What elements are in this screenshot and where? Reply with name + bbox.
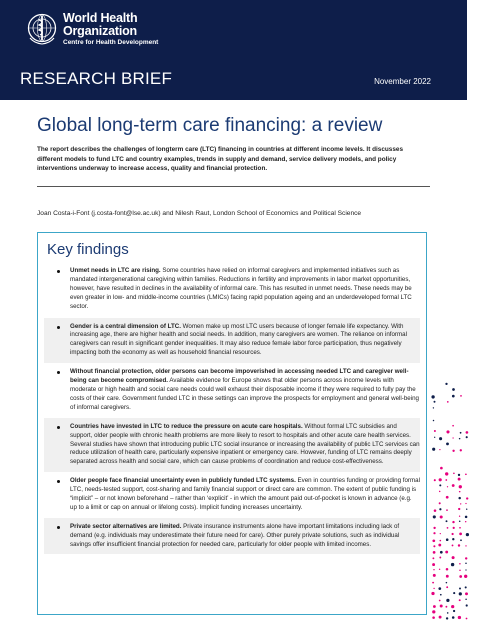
- list-item: [44, 472, 420, 518]
- decorative-dot: [466, 618, 468, 620]
- decorative-dot: [433, 574, 436, 577]
- decorative-dot: [458, 474, 460, 476]
- org-name: [63, 12, 137, 38]
- decorative-dot: [431, 592, 434, 595]
- list-item: [44, 418, 420, 473]
- decorative-dot: [439, 569, 440, 570]
- decorative-dot: [439, 491, 441, 493]
- decorative-dot: [466, 604, 468, 606]
- decorative-dot: [458, 616, 461, 619]
- decorative-dot: [434, 509, 437, 512]
- decorative-dot: [452, 425, 454, 427]
- decorative-dot: [459, 438, 461, 440]
- decorative-dot: [459, 527, 461, 529]
- decorative-dot: [434, 479, 436, 481]
- decorative-dot: [445, 606, 447, 608]
- decorative-dot: [464, 575, 467, 578]
- decorative-dot: [432, 539, 435, 542]
- decorative-dot: [459, 599, 461, 601]
- decorative-dot: [431, 395, 434, 398]
- decorative-dot: [433, 420, 435, 422]
- decorative-dot: [460, 539, 462, 541]
- decorative-dot: [447, 527, 449, 529]
- decorative-dot: [439, 484, 441, 486]
- org-name-line-1: World Health: [63, 11, 138, 25]
- decorative-dot: [433, 551, 436, 554]
- finding-text: Without formal LTC subsidies and support, older people with chronic health problems are more likely to resort to hospitals and other acute care health services. Several studies have shown that introducing public LTC social insurance or increasing the availability of public LTC services can reduce utilization of health care, particularly expensive inpatient or emergency care. However, funding of LTC remains deeply separated across health and social care, which can cause problems of coordination and reduce cost-effectiveness.: [70, 422, 420, 466]
- decorative-dot: [432, 610, 435, 613]
- decorative-dot: [446, 617, 448, 619]
- decorative-dot: [466, 509, 467, 510]
- decorative-dot: [459, 485, 462, 488]
- decorative-dot: [445, 383, 447, 385]
- decorative-dot: [432, 557, 434, 559]
- decorative-dot: [465, 599, 467, 601]
- decorative-dot: [434, 437, 435, 438]
- page-title: Global long-term care financing: a review: [37, 115, 383, 136]
- decorative-dot: [458, 497, 460, 499]
- decorative-dot: [433, 588, 434, 589]
- decorative-dot: [465, 473, 467, 475]
- decorative-dot: [465, 592, 468, 595]
- decorative-dot: [446, 496, 449, 499]
- decorative-dot: [439, 616, 442, 619]
- decorative-dot: [447, 401, 449, 403]
- list-item: [44, 518, 420, 554]
- decorative-dot: [439, 557, 441, 559]
- finding-lead: Unmet needs in LTC are rising.: [70, 267, 161, 274]
- decorative-dot: [459, 520, 461, 522]
- decorative-dot: [452, 395, 455, 398]
- header-banner: [0, 0, 467, 100]
- org-subtitle: Centre for Health Development: [63, 39, 159, 46]
- decorative-dot: [445, 472, 448, 475]
- finding-text: Even in countries funding or providing formal LTC, needs-tested support, cost-sharing and family financial support or direct care are common. The extent of public funding is “implicit” – or not known beforehand – rather than ‘explicit’ - in which the amount paid out-of-pocket is known in advance (e.g. up to a limit or cap on annual or lifelong costs). Implicit funding increases uncertainty.: [70, 477, 420, 511]
- decorative-dot: [460, 503, 461, 504]
- research-brief-label: RESEARCH BRIEF: [20, 69, 173, 88]
- decorative-dot: [465, 563, 467, 565]
- decorative-dot: [447, 612, 449, 614]
- decorative-dot: [440, 533, 441, 534]
- decorative-dot: [465, 586, 467, 588]
- key-findings-heading: Key findings: [47, 241, 129, 258]
- decorative-dot: [453, 472, 455, 474]
- decorative-dot: [459, 516, 460, 517]
- decorative-dot: [453, 610, 455, 612]
- decorative-dot: [452, 616, 455, 619]
- decorative-dot: [446, 599, 449, 602]
- bullet-icon: [57, 270, 60, 273]
- decorative-dot: [438, 587, 441, 590]
- finding-text: Available evidence for Europe shows that older persons across income levels with moderate or high health and social care needs could well exhaust their disposable income if they were required to fully pay the costs of their care. Government funded LTC in these settings can improve the prospects for employment and general well-being of informal caregivers.: [70, 377, 419, 411]
- decorative-dot: [459, 491, 461, 493]
- decorative-dot: [459, 563, 461, 565]
- decorative-dot: [466, 436, 468, 438]
- finding-lead: Countries have invested in LTC to reduce the pressure on acute care hospitals.: [70, 422, 303, 430]
- authors-line: Joan Costa-i-Font (j.costa-font@lse.ac.uk) and Nilesh Raut, London School of Economics and Political Science: [37, 210, 362, 217]
- decorative-dot: [440, 515, 443, 518]
- decorative-dot: [446, 582, 448, 584]
- key-findings-box: [37, 232, 427, 615]
- decorative-dot: [446, 430, 449, 433]
- decorative-dot: [434, 430, 436, 432]
- finding-text: Some countries have relied on informal caregivers and implemented initiatives such as mandated intergenerational caregiving within families. Reductions in fertility and improvements in labor market opportunities, however, have resulted in declines in the availability of informal care. This has resulted in unmet needs. These needs may be even greater in low- and middle-income countries (LMICs) facing rapid population ageing and an underdeveloped formal LTC sector.: [70, 267, 412, 310]
- decorative-dot: [445, 551, 448, 554]
- list-item: [44, 267, 420, 318]
- decorative-dot: [466, 431, 469, 434]
- decorative-dot: [433, 515, 436, 518]
- decorative-dot: [459, 588, 461, 590]
- decorative-dot: [465, 521, 466, 522]
- list-item: [44, 363, 420, 418]
- decorative-dot: [452, 437, 453, 438]
- decorative-dot: [466, 533, 469, 536]
- decorative-dot: [465, 569, 466, 570]
- who-emblem-icon: [26, 12, 58, 46]
- decorative-dot: [439, 449, 440, 450]
- decorative-dot: [466, 497, 468, 499]
- decorative-dot: [439, 478, 442, 481]
- divider: [37, 186, 430, 187]
- finding-lead: Without financial protection, older persons can become impoverished in accessing needed LTC and caregiver well-being can become compromised.: [70, 368, 409, 385]
- decorative-dot: [452, 556, 455, 559]
- decorative-dot: [458, 508, 460, 510]
- finding-lead: Gender is a central dimension of LTC.: [70, 322, 181, 330]
- bullet-icon: [57, 526, 60, 529]
- finding-lead: Older people face financial uncertainty even in publicly funded LTC systems.: [70, 477, 296, 485]
- decorative-dot: [438, 544, 441, 547]
- decorative-dot: [440, 594, 442, 596]
- decorative-dot: [440, 540, 442, 542]
- decorative-dot: [459, 570, 461, 572]
- finding-text: Private insurance instruments alone have important limitations including lack of demand (e.g. individuals may underestimate their future need for care). Other purely private solutions, such as individual savings offer insufficient financial protection for needed care, particularly for older people with limited incomes.: [70, 522, 400, 548]
- decorative-dot: [446, 509, 448, 511]
- decorative-dot: [452, 533, 454, 535]
- decorative-dot: [452, 388, 455, 391]
- decorative-dot: [433, 527, 435, 529]
- decorative-dot: [433, 605, 436, 608]
- decorative-dot: [440, 551, 443, 554]
- bullet-icon: [57, 426, 60, 429]
- decorative-dot: [453, 527, 455, 529]
- key-findings-list: [44, 267, 420, 554]
- decorative-dot: [432, 563, 435, 566]
- decorative-dot: [453, 592, 455, 594]
- finding-lead: Private sector alternatives are limited.: [70, 522, 182, 530]
- decorative-dot: [433, 545, 435, 547]
- publication-date: November 2022: [374, 77, 431, 86]
- decorative-dot: [433, 569, 434, 570]
- decorative-dot: [460, 395, 462, 397]
- decorative-dot: [446, 568, 449, 571]
- decorative-dot: [465, 545, 466, 546]
- list-item: [44, 318, 420, 364]
- decorative-dot: [460, 432, 462, 434]
- decorative-dot: [459, 533, 462, 536]
- decorative-dot: [439, 508, 441, 510]
- decorative-dot: [465, 557, 467, 559]
- decorative-dot: [446, 586, 448, 588]
- bullet-icon: [57, 480, 60, 483]
- decorative-dot: [434, 401, 436, 403]
- decorative-dot: [446, 520, 448, 522]
- decorative-dot: [432, 448, 435, 451]
- decorative-dot: [458, 478, 461, 481]
- decorative-dot: [460, 449, 462, 451]
- decorative-dot: [439, 437, 442, 440]
- decorative-dot: [432, 616, 435, 619]
- decorative-dot: [465, 503, 466, 504]
- bullet-icon: [57, 326, 60, 329]
- decorative-dot: [439, 502, 441, 504]
- decorative-dot: [433, 532, 435, 534]
- decorative-dot: [451, 563, 454, 566]
- who-logo: [26, 12, 196, 50]
- decorative-dot: [440, 605, 443, 608]
- org-name-line-2: Organization: [63, 24, 137, 38]
- decorative-dot: [452, 484, 455, 487]
- decorative-dot: [452, 538, 454, 540]
- decorative-dot: [446, 575, 449, 578]
- decorative-dot: [452, 521, 454, 523]
- decorative-dot: [446, 538, 449, 541]
- decorative-dot: [440, 467, 443, 470]
- decorative-dot: [447, 486, 448, 487]
- decorative-dot-pattern: [430, 380, 470, 621]
- decorative-dot: [465, 516, 468, 519]
- decorative-dot: [452, 544, 454, 546]
- summary-paragraph: The report describes the challenges of longterm care (LTC) financing in countries at different income levels. It discusses different models to fund LTC and country examples, trends in supply and demand, service delivery models, and policy interventions underway to increase access, quality and financial protection.: [37, 146, 404, 173]
- decorative-dot: [459, 592, 462, 595]
- decorative-dot: [451, 605, 454, 608]
- decorative-dot: [439, 600, 441, 602]
- finding-text: Women make up most LTC users because of longer female life expectancy. With increasing age, there are higher health and social needs. In addition, many caregivers are women. The reliance on informal caregivers can result in significant gender inequalities. It may also reduce female labor force participation, thus negatively impacting both the economy as well as household financial resources.: [70, 322, 407, 357]
- decorative-dot: [446, 442, 449, 445]
- decorative-dot: [459, 575, 462, 578]
- decorative-dot: [433, 407, 434, 408]
- decorative-dot: [452, 450, 454, 452]
- decorative-dot: [458, 544, 460, 546]
- decorative-dot: [432, 582, 434, 584]
- bullet-icon: [57, 371, 60, 374]
- decorative-dot: [445, 479, 447, 481]
